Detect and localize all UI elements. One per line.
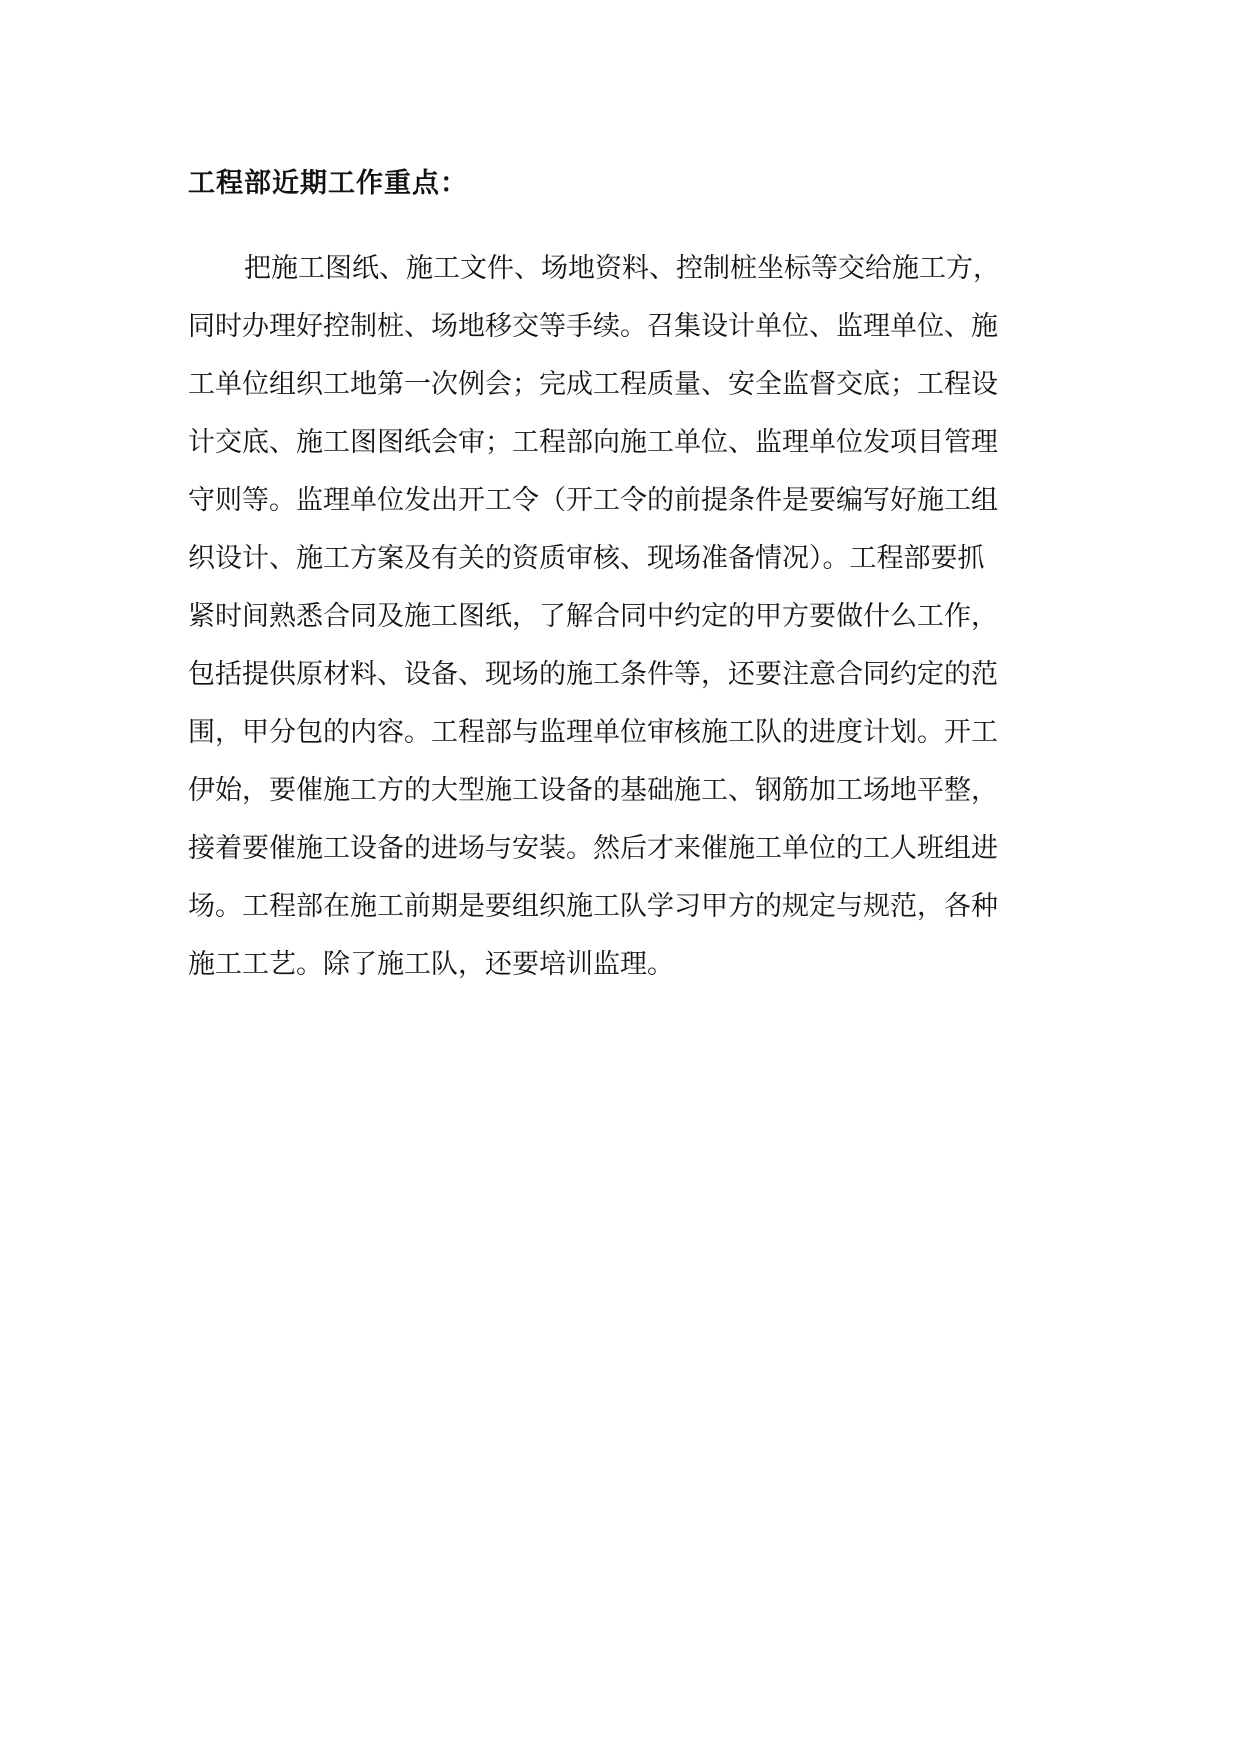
section-heading: 工程部近期工作重点： xyxy=(188,168,468,199)
paragraph-line: 围，甲分包的内容。工程部与监理单位审核施工队的进度计划。开工 xyxy=(188,717,998,748)
paragraph-line: 场。工程部在施工前期是要组织施工队学习甲方的规定与规范，各种 xyxy=(188,891,998,922)
paragraph-line: 守则等。监理单位发出开工令（开工令的前提条件是要编写好施工组 xyxy=(188,485,998,516)
paragraph-line: 包括提供原材料、设备、现场的施工条件等，还要注意合同约定的范 xyxy=(188,659,998,690)
paragraph-line: 同时办理好控制桩、场地移交等手续。召集设计单位、监理单位、施 xyxy=(188,311,998,342)
paragraph-line: 工单位组织工地第一次例会；完成工程质量、安全监督交底；工程设 xyxy=(188,369,998,400)
paragraph-line: 接着要催施工设备的进场与安装。然后才来催施工单位的工人班组进 xyxy=(188,833,998,864)
paragraph-line: 紧时间熟悉合同及施工图纸，了解合同中约定的甲方要做什么工作， xyxy=(188,601,998,632)
paragraph-line: 施工工艺。除了施工队，还要培训监理。 xyxy=(188,949,674,980)
body-paragraph xyxy=(188,240,1058,994)
paragraph-line: 织设计、施工方案及有关的资质审核、现场准备情况）。工程部要抓 xyxy=(188,543,985,574)
paragraph-line: 把施工图纸、施工文件、场地资料、控制桩坐标等交给施工方， xyxy=(244,253,1000,284)
paragraph-line: 计交底、施工图图纸会审；工程部向施工单位、监理单位发项目管理 xyxy=(188,427,998,458)
paragraph-line: 伊始，要催施工方的大型施工设备的基础施工、钢筋加工场地平整， xyxy=(188,775,998,806)
